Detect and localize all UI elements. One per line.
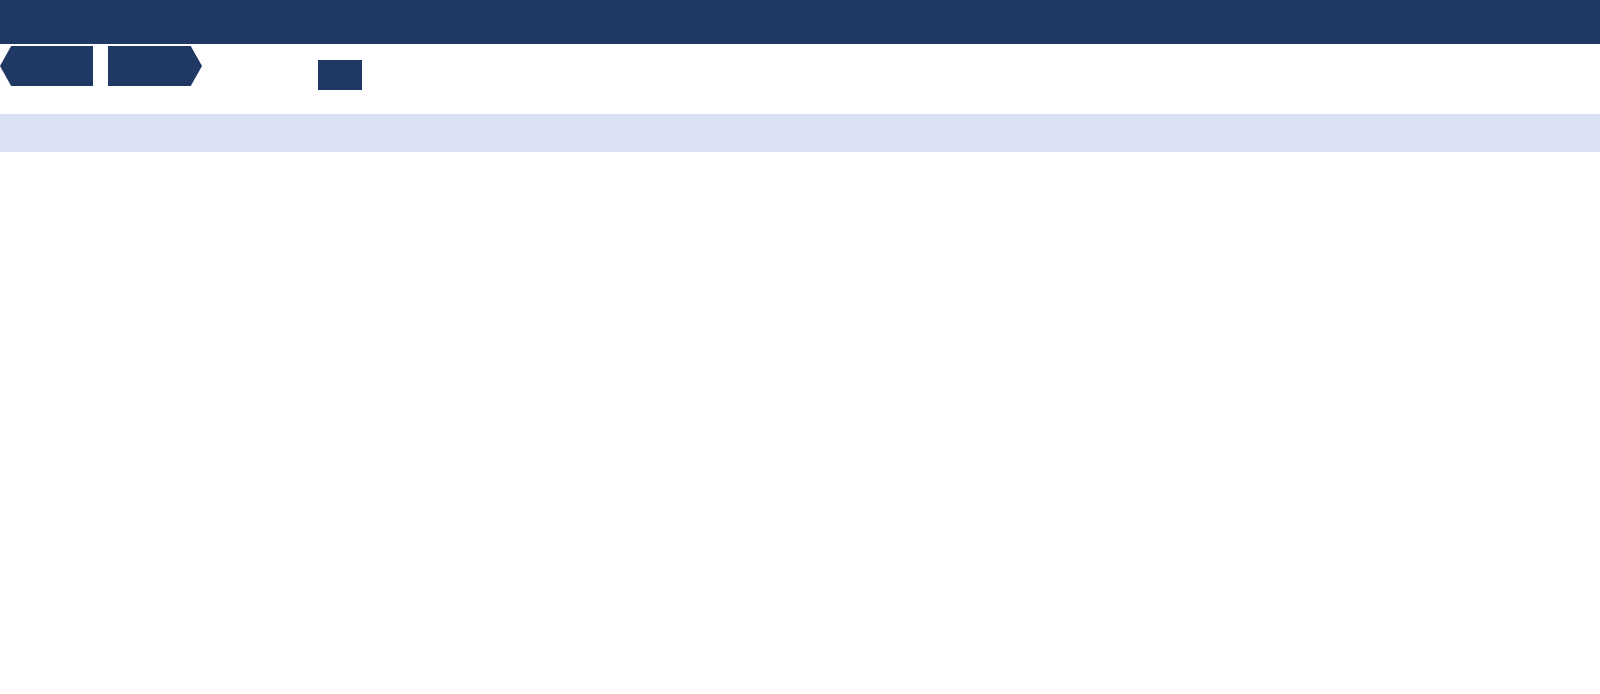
header-years-bar [0,0,1600,44]
prev-button[interactable] [0,46,93,86]
next-button[interactable] [108,46,202,86]
nav-pane [0,44,362,90]
instruction-note [0,90,1600,114]
header-tags-bar [0,44,1600,90]
sheet-title [0,0,362,44]
page-title [0,114,1600,152]
